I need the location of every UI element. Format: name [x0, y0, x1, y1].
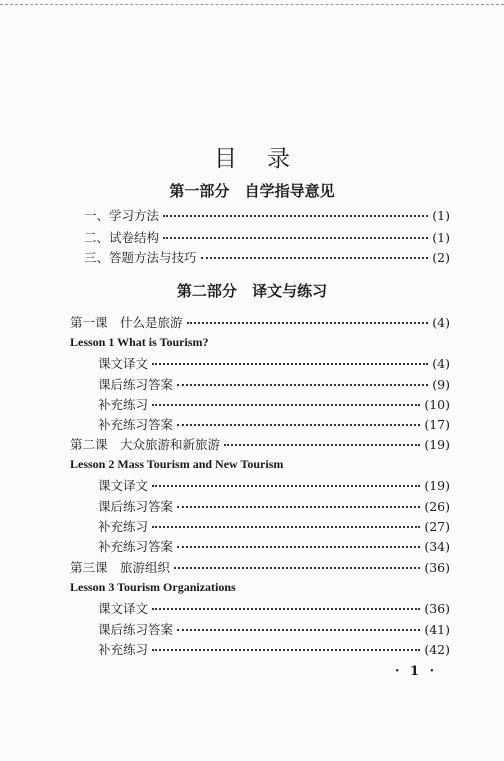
- entry-page: (9): [432, 377, 450, 392]
- dot-leader: [152, 649, 420, 651]
- dot-leader: [174, 567, 420, 569]
- dot-leader: [201, 257, 429, 259]
- dot-leader: [177, 546, 420, 548]
- lesson1-cn[interactable]: [70, 313, 450, 331]
- entry-page: (1): [432, 208, 450, 223]
- entry-label: 三、答题方法与技巧: [84, 250, 197, 265]
- entry-label: 课文译文: [98, 478, 149, 493]
- top-rule: [0, 4, 504, 5]
- entry-page: (27): [424, 519, 450, 534]
- toc-entry[interactable]: [98, 375, 450, 393]
- entry-page: (36): [424, 560, 450, 575]
- entry-label: 课后练习答案: [98, 377, 174, 392]
- entry-label: 课后练习答案: [98, 622, 174, 637]
- entry-label: 补充练习: [98, 519, 149, 534]
- entry-page: (34): [424, 539, 450, 554]
- entry-label: 课文译文: [98, 601, 149, 616]
- entry-page: (26): [424, 499, 450, 514]
- toc-title: 目录: [214, 146, 320, 172]
- entry-page: (1): [432, 230, 450, 245]
- entry-page: (41): [424, 622, 450, 637]
- entry-page: (42): [424, 642, 450, 657]
- dot-leader: [152, 363, 428, 365]
- toc-entry[interactable]: [98, 354, 450, 372]
- dot-leader: [177, 384, 428, 386]
- part2-heading: 第二部分 译文与练习: [176, 282, 328, 300]
- entry-page: (4): [432, 356, 450, 371]
- lesson3-en: Lesson 3 Tourism Organizations: [70, 580, 236, 594]
- dot-leader: [152, 404, 420, 406]
- entry-label: 补充练习: [98, 642, 149, 657]
- entry-label: 课文译文: [98, 356, 149, 371]
- entry-label: 补充练习: [98, 397, 149, 412]
- toc-entry[interactable]: [84, 206, 450, 224]
- toc-entry[interactable]: [84, 228, 450, 246]
- toc-entry[interactable]: [98, 517, 450, 535]
- entry-page: (36): [424, 601, 450, 616]
- toc-entry[interactable]: [98, 599, 450, 617]
- entry-page: (17): [424, 417, 450, 432]
- entry-label: 一、学习方法: [84, 208, 160, 223]
- dot-leader: [163, 215, 428, 217]
- dot-leader: [224, 444, 420, 446]
- entry-page: (19): [424, 478, 450, 493]
- lesson2-cn[interactable]: [70, 435, 450, 453]
- toc-entry[interactable]: [98, 640, 450, 658]
- dot-leader: [152, 526, 420, 528]
- entry-page: (4): [432, 315, 450, 330]
- entry-label: 课后练习答案: [98, 499, 174, 514]
- part1-heading: 第一部分 自学指导意见: [169, 182, 335, 200]
- toc-entry[interactable]: [98, 620, 450, 638]
- toc-entry[interactable]: [98, 415, 450, 433]
- entry-page: (2): [432, 250, 450, 265]
- toc-entry[interactable]: [98, 537, 450, 555]
- entry-label: 第三课 旅游组织: [70, 560, 171, 575]
- dot-leader: [152, 485, 420, 487]
- lesson3-cn[interactable]: [70, 558, 450, 576]
- lesson1-en: Lesson 1 What is Tourism?: [70, 335, 209, 349]
- entry-label: 二、试卷结构: [84, 230, 160, 245]
- toc-entry[interactable]: [98, 395, 450, 413]
- entry-label: 补充练习答案: [98, 539, 174, 554]
- dot-leader: [163, 237, 428, 239]
- entry-label: 第二课 大众旅游和新旅游: [70, 437, 221, 452]
- dot-leader: [177, 506, 420, 508]
- lesson2-en: Lesson 2 Mass Tourism and New Tourism: [70, 457, 284, 471]
- dot-leader: [152, 608, 420, 610]
- toc-entry[interactable]: [98, 497, 450, 515]
- dot-leader: [177, 629, 420, 631]
- dot-leader: [177, 424, 420, 426]
- toc-entry[interactable]: [84, 248, 450, 266]
- dot-leader: [187, 322, 429, 324]
- entry-label: 第一课 什么是旅游: [70, 315, 183, 330]
- page-number: · 1 ·: [395, 664, 438, 679]
- toc-entry[interactable]: [98, 476, 450, 494]
- entry-label: 补充练习答案: [98, 417, 174, 432]
- entry-page: (19): [424, 437, 450, 452]
- entry-page: (10): [424, 397, 450, 412]
